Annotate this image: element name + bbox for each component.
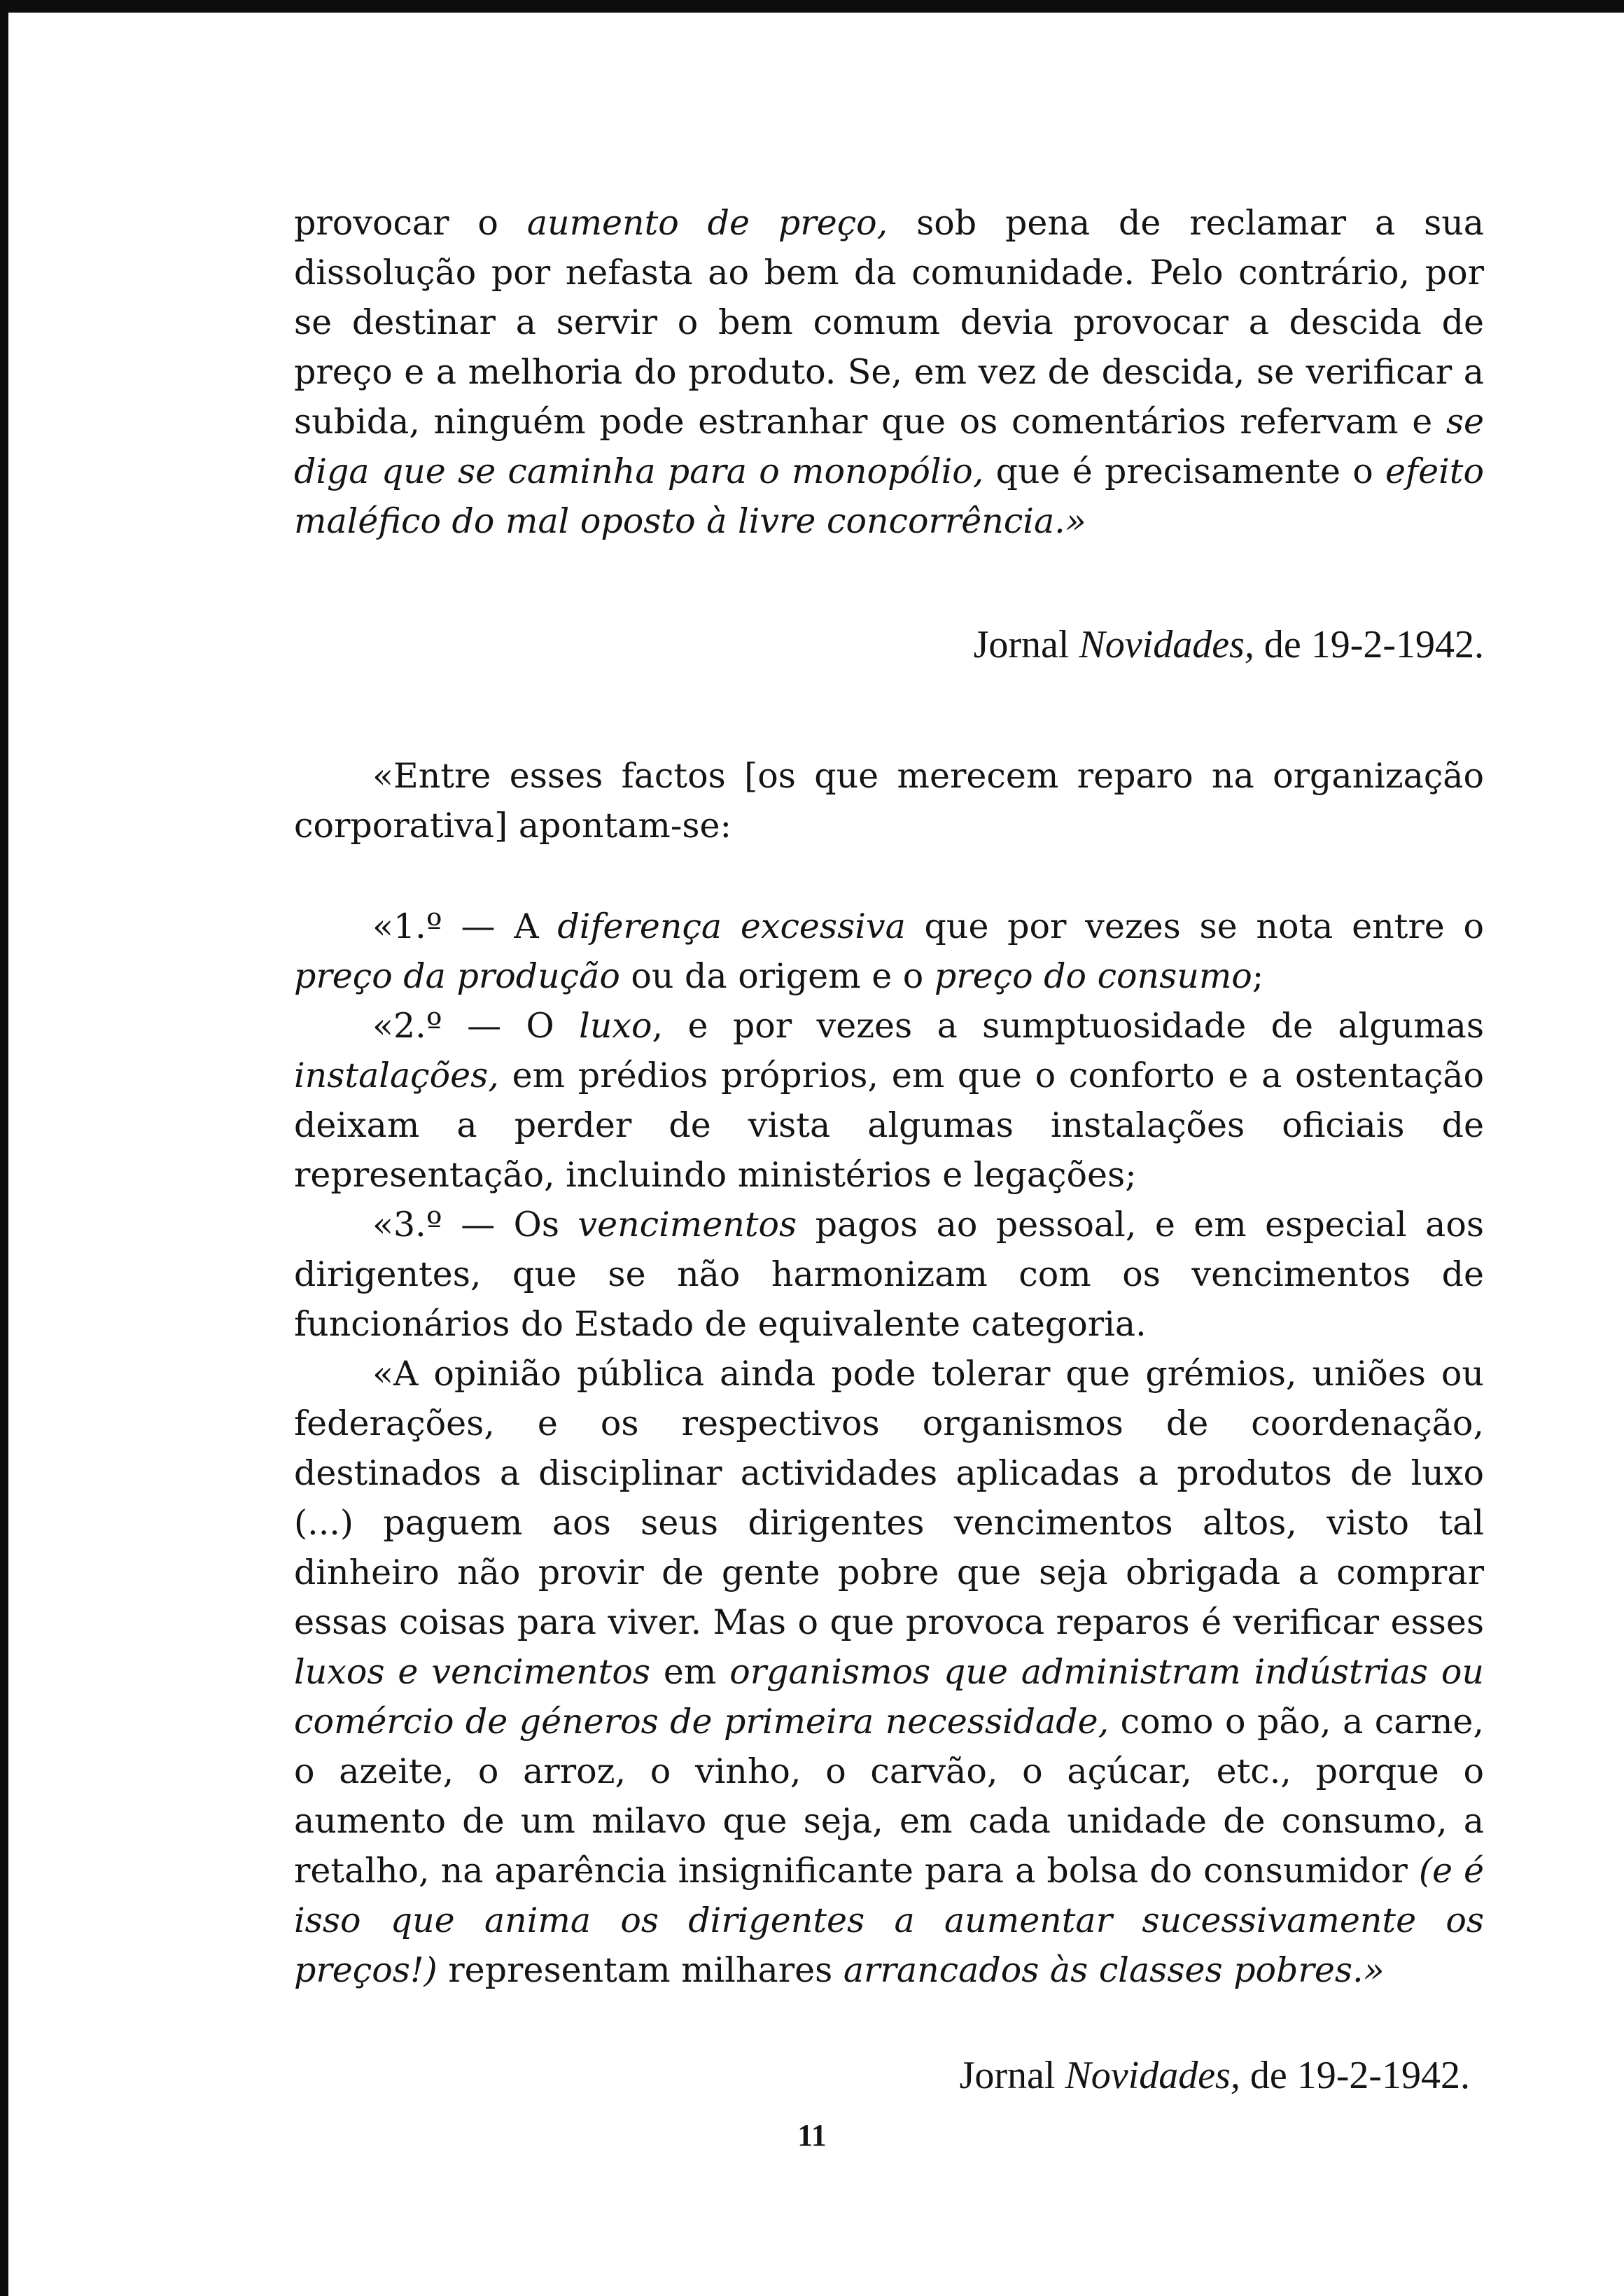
opinion-paragraph: «A opinião pública ainda pode tolerar que grémios, uniões ou federações, e os respectivos organismos de coordenação, destinados a disciplinar actividades aplicadas a produtos de luxo (...) paguem aos seus dirigentes vencimentos altos, visto tal dinheiro não provir de gente pobre que seja obrigada a comprar essas coisas para viver. Mas o que provoca reparos é verificar esses luxos e vencimentos em organismos que administram indústrias ou comércio de géneros de primeira necessidade, como o pão, a carne, o azeite, o arroz, o vinho, o carvão, o açúcar, etc., porque o aumento de um milavo que seja, em cada unidade de consumo, a retalho, na aparência insignificante para a bolsa do consumidor (e é isso que anima os dirigentes a aumentar sucessivamente os preços!) representam milhares arrancados às classes pobres.»: [294, 1354, 1484, 1990]
page-left-border: [0, 0, 8, 2296]
page-top-border: [0, 0, 1624, 13]
source-citation-1: Jornal Novidades, de 19-2-1942.: [973, 623, 1484, 666]
quote-paragraph-1: [294, 198, 1484, 546]
paragraph-continuation: provocar o aumento de preço, sob pena de reclamar a sua dissolução por nefasta ao bem da comunidade. Pelo contrário, por se destinar a servir o bem comum devia provocar a descida de preço e a melhoria do produto. Se, em vez de descida, se verificar a subida, ninguém pode estranhar que os comentários refervam e se diga que se caminha para o monopólio, que é precisamente o efeito maléfico do mal oposto à livre concorrência.»: [294, 203, 1484, 541]
list-item-3: «3.º — Os vencimentos pagos ao pessoal, e em especial aos dirigentes, que se não harmonizam com os vencimentos de funcionários do Estado de equivalente categoria.: [294, 1205, 1484, 1344]
quote-paragraph-2: [294, 751, 1484, 850]
intro-paragraph: «Entre esses factos [os que merecem reparo na organização corporativa] apontam-se:: [294, 756, 1484, 846]
page-number: 11: [797, 2118, 827, 2152]
numbered-list: [294, 902, 1484, 1995]
list-item-2: «2.º — O luxo, e por vezes a sumptuosidade de algumas instalações, em prédios próprios, em que o conforto e a ostentação deixam a perder de vista algumas instalações oficiais de representação, incluindo ministérios e legações;: [294, 1006, 1485, 1195]
source-citation-2: Jornal Novidades, de 19-2-1942.: [959, 2054, 1470, 2097]
list-item-1: «1.º — A diferença excessiva que por vezes se nota entre o preço da produção ou da origem e o preço do consumo;: [294, 906, 1484, 996]
